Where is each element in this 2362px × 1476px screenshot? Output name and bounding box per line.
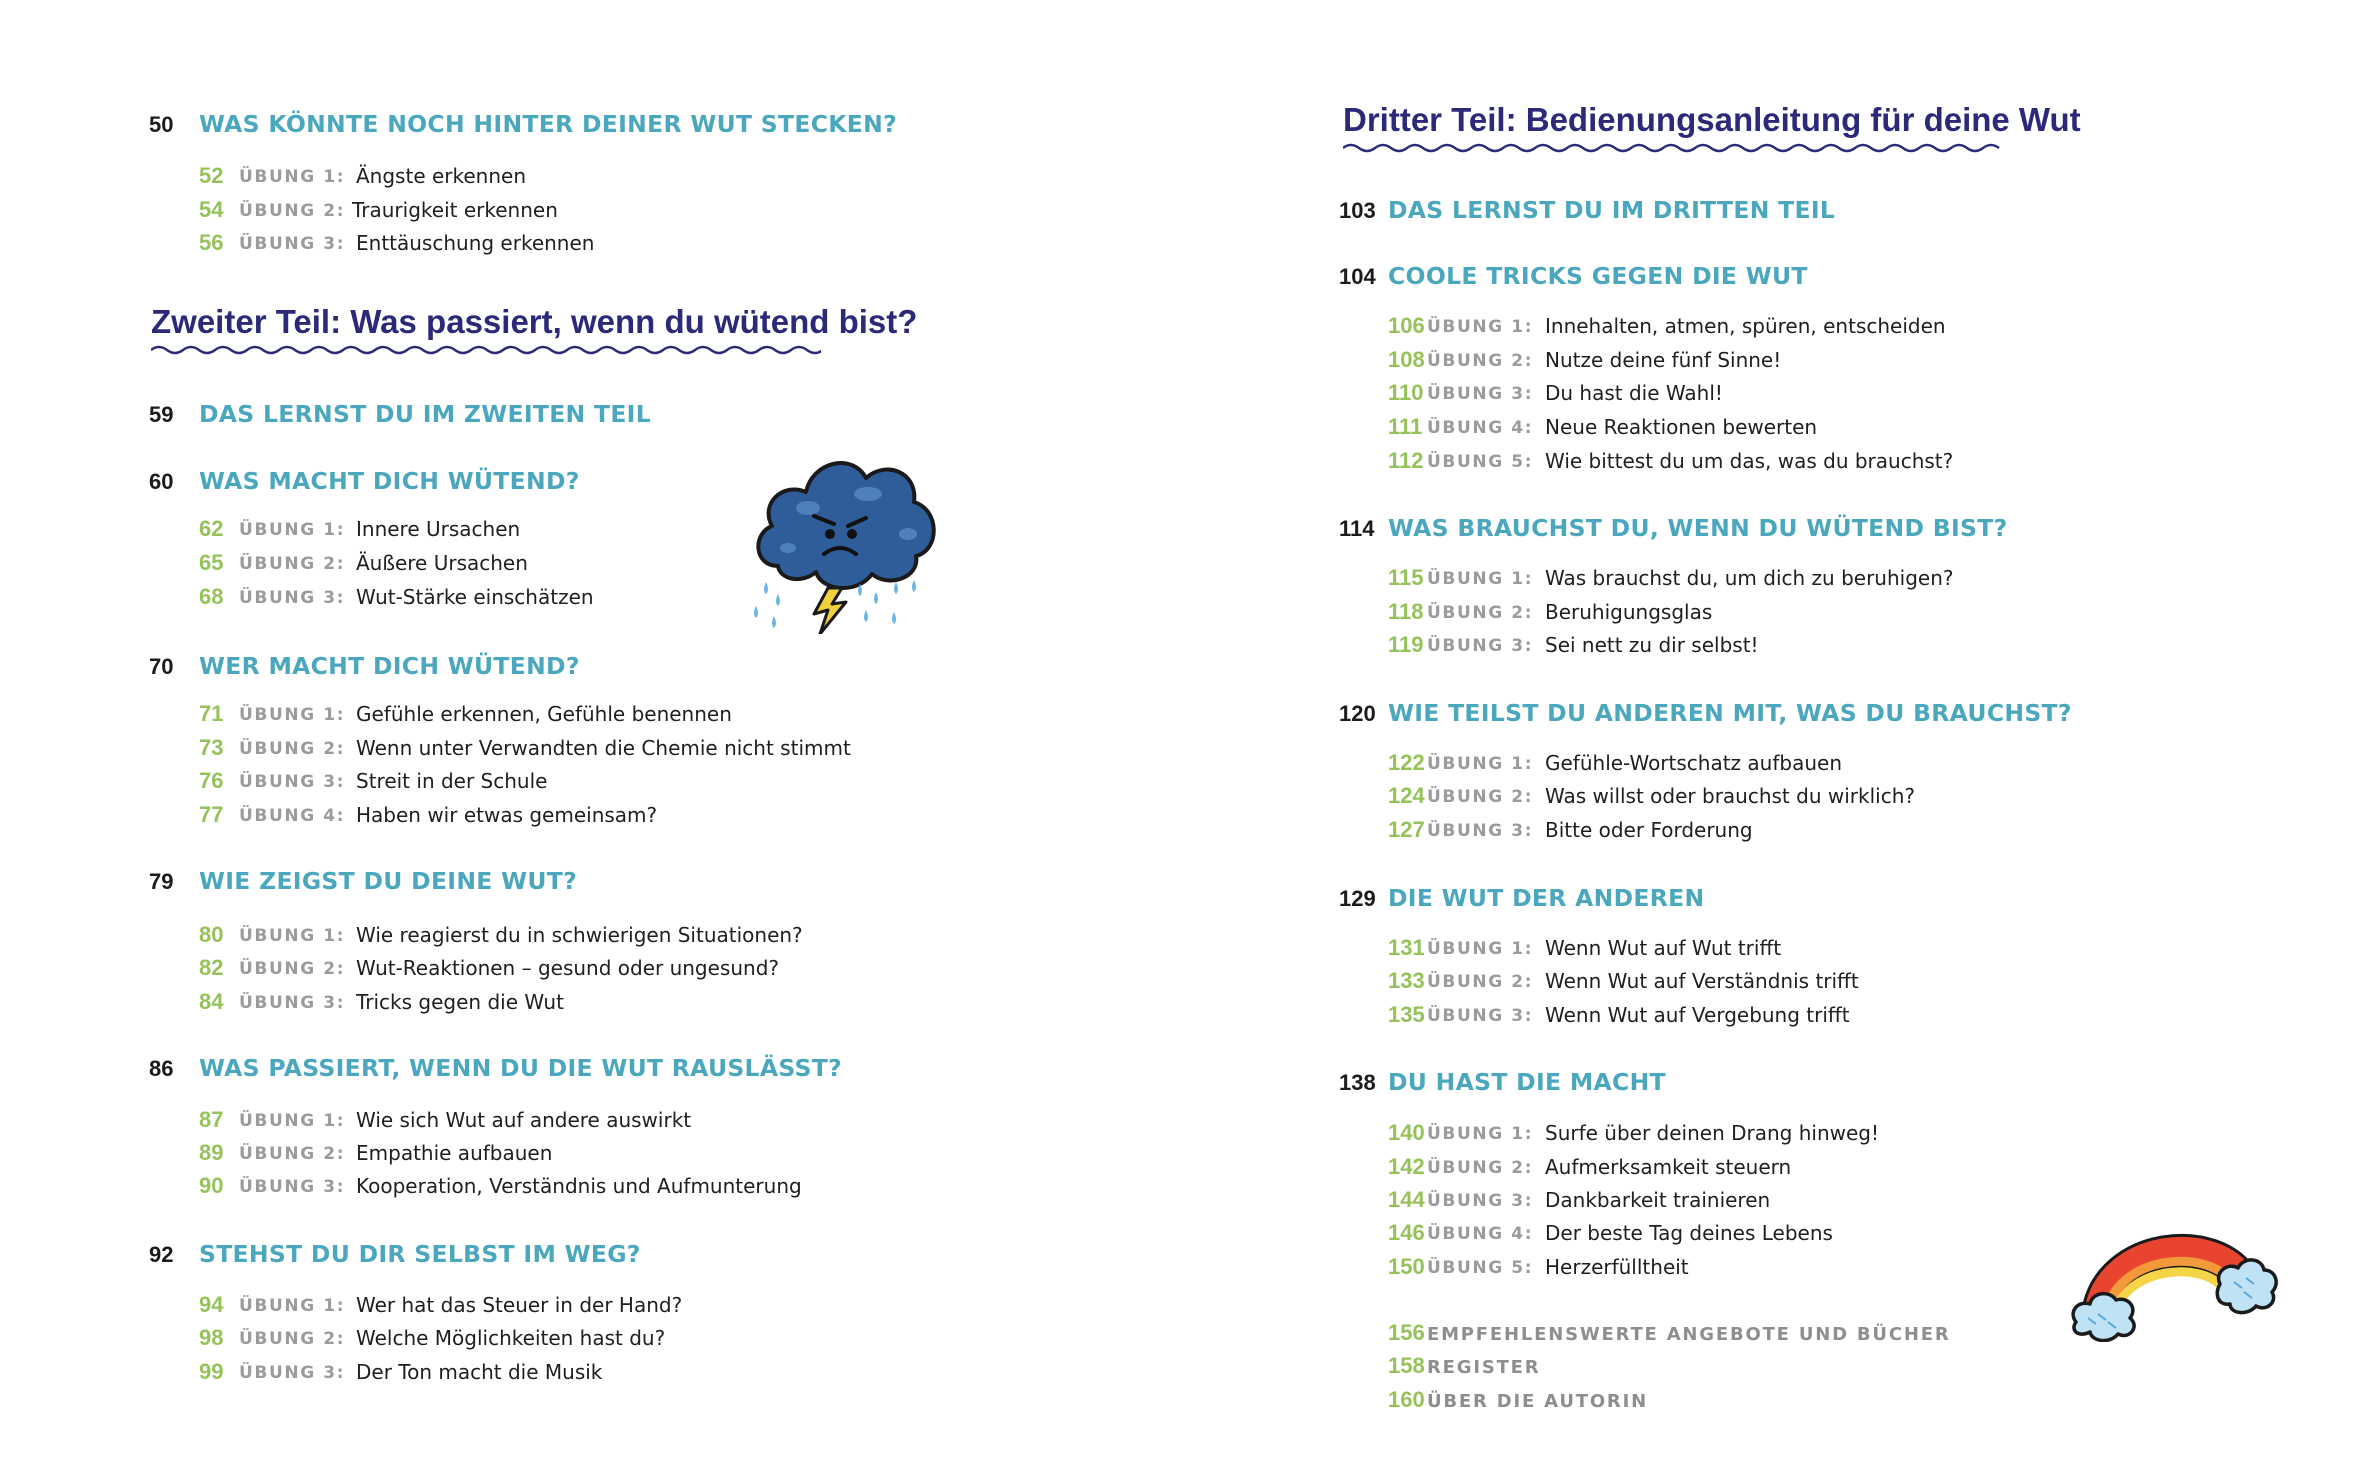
exercise-page: 131 bbox=[1388, 935, 1425, 960]
exercise-page: 65 bbox=[199, 550, 224, 575]
wavy-underline bbox=[151, 343, 821, 357]
exercise-page: 98 bbox=[199, 1325, 224, 1350]
end-matter-label: ÜBER DIE AUTORIN bbox=[1427, 1391, 1648, 1412]
section-number: 70 bbox=[149, 654, 174, 679]
exercise-title: Streit in der Schule bbox=[356, 769, 548, 793]
exercise-label: ÜBUNG 2: bbox=[239, 201, 346, 221]
section-number: 59 bbox=[149, 402, 174, 427]
exercise-title: Gefühle-Wortschatz aufbauen bbox=[1545, 751, 1842, 775]
exercise-page: 68 bbox=[199, 584, 224, 609]
section-title: WAS PASSIERT, WENN DU DIE WUT RAUSLÄSST? bbox=[199, 1054, 842, 1082]
exercise-label: ÜBUNG 3: bbox=[1427, 821, 1534, 841]
exercise-page: 52 bbox=[199, 163, 224, 188]
exercise-page: 140 bbox=[1388, 1120, 1425, 1145]
section-number: 79 bbox=[149, 869, 174, 894]
exercise-title: Enttäuschung erkennen bbox=[356, 231, 595, 255]
angry-cloud-illustration bbox=[748, 438, 944, 634]
exercise-label: ÜBUNG 2: bbox=[1427, 1158, 1534, 1178]
exercise-page: 62 bbox=[199, 516, 224, 541]
exercise-page: 127 bbox=[1388, 817, 1425, 842]
exercise-title: Neue Reaktionen bewerten bbox=[1545, 415, 1818, 439]
section-title: DAS LERNST DU IM DRITTEN TEIL bbox=[1388, 196, 1836, 224]
exercise-label: ÜBUNG 2: bbox=[239, 739, 346, 759]
exercise-title: Äußere Ursachen bbox=[356, 551, 528, 575]
exercise-label: ÜBUNG 1: bbox=[1427, 1124, 1534, 1144]
section-title: WAS BRAUCHST DU, WENN DU WÜTEND BIST? bbox=[1388, 514, 2008, 542]
exercise-title: Surfe über deinen Drang hinweg! bbox=[1545, 1121, 1880, 1145]
section-number: 104 bbox=[1339, 264, 1376, 289]
exercise-title: Wie bittest du um das, was du brauchst? bbox=[1545, 449, 1954, 473]
exercise-page: 90 bbox=[199, 1173, 224, 1198]
wavy-underline bbox=[1343, 141, 2007, 155]
exercise-label: ÜBUNG 3: bbox=[239, 772, 346, 792]
exercise-label: ÜBUNG 1: bbox=[239, 167, 346, 187]
exercise-label: ÜBUNG 2: bbox=[1427, 603, 1534, 623]
exercise-title: Herzerfülltheit bbox=[1545, 1255, 1689, 1279]
exercise-page: 108 bbox=[1388, 347, 1425, 372]
exercise-page: 118 bbox=[1388, 599, 1424, 624]
exercise-title: Wenn Wut auf Wut trifft bbox=[1545, 936, 1782, 960]
exercise-page: 82 bbox=[199, 955, 224, 980]
exercise-title: Wut-Stärke einschätzen bbox=[356, 585, 594, 609]
exercise-page: 77 bbox=[199, 802, 224, 827]
exercise-page: 133 bbox=[1388, 968, 1425, 993]
section-title: DAS LERNST DU IM ZWEITEN TEIL bbox=[199, 400, 651, 428]
exercise-title: Kooperation, Verständnis und Aufmunterung bbox=[356, 1174, 802, 1198]
end-matter-page: 158 bbox=[1388, 1353, 1425, 1378]
section-number: 120 bbox=[1339, 701, 1376, 726]
exercise-title: Traurigkeit erkennen bbox=[352, 198, 558, 222]
exercise-title: Sei nett zu dir selbst! bbox=[1545, 633, 1759, 657]
exercise-label: ÜBUNG 2: bbox=[239, 959, 346, 979]
exercise-page: 94 bbox=[199, 1292, 224, 1317]
exercise-page: 76 bbox=[199, 768, 224, 793]
exercise-title: Der Ton macht die Musik bbox=[356, 1360, 603, 1384]
exercise-page: 89 bbox=[199, 1140, 224, 1165]
exercise-title: Aufmerksamkeit steuern bbox=[1545, 1155, 1792, 1179]
exercise-label: ÜBUNG 3: bbox=[239, 1363, 346, 1383]
exercise-page: 73 bbox=[199, 735, 224, 760]
exercise-page: 110 bbox=[1388, 380, 1424, 405]
exercise-label: ÜBUNG 1: bbox=[239, 520, 346, 540]
exercise-label: ÜBUNG 1: bbox=[1427, 754, 1534, 774]
end-matter-page: 160 bbox=[1388, 1387, 1425, 1412]
exercise-label: ÜBUNG 1: bbox=[239, 1296, 346, 1316]
exercise-page: 144 bbox=[1388, 1187, 1425, 1212]
exercise-label: ÜBUNG 2: bbox=[239, 554, 346, 574]
exercise-label: ÜBUNG 2: bbox=[239, 1144, 346, 1164]
exercise-page: 142 bbox=[1388, 1154, 1425, 1179]
exercise-title: Bitte oder Forderung bbox=[1545, 818, 1753, 842]
exercise-label: ÜBUNG 5: bbox=[1427, 452, 1534, 472]
exercise-title: Gefühle erkennen, Gefühle benennen bbox=[356, 702, 732, 726]
exercise-label: ÜBUNG 1: bbox=[239, 705, 346, 725]
exercise-title: Wie reagierst du in schwierigen Situationen? bbox=[356, 923, 803, 947]
exercise-page: 119 bbox=[1388, 632, 1424, 657]
exercise-label: ÜBUNG 4: bbox=[1427, 1224, 1534, 1244]
exercise-page: 84 bbox=[199, 989, 224, 1014]
section-number: 138 bbox=[1339, 1070, 1376, 1095]
exercise-title: Wer hat das Steuer in der Hand? bbox=[356, 1293, 683, 1317]
part-title: Dritter Teil: Bedienungsanleitung für deine Wut bbox=[1343, 101, 2081, 138]
exercise-page: 99 bbox=[199, 1359, 224, 1384]
part-title: Zweiter Teil: Was passiert, wenn du wütend bist? bbox=[151, 303, 918, 340]
exercise-title: Wenn Wut auf Verständnis trifft bbox=[1545, 969, 1859, 993]
exercise-title: Wenn Wut auf Vergebung trifft bbox=[1545, 1003, 1850, 1027]
section-number: 60 bbox=[149, 469, 174, 494]
section-number: 129 bbox=[1339, 886, 1376, 911]
exercise-page: 80 bbox=[199, 922, 224, 947]
exercise-title: Ängste erkennen bbox=[356, 164, 527, 188]
exercise-title: Dankbarkeit trainieren bbox=[1545, 1188, 1771, 1212]
exercise-title: Beruhigungsglas bbox=[1545, 600, 1713, 624]
section-title: WAS KÖNNTE NOCH HINTER DEINER WUT STECKEN? bbox=[199, 110, 898, 138]
exercise-title: Der beste Tag deines Lebens bbox=[1545, 1221, 1833, 1245]
exercise-title: Innehalten, atmen, spüren, entscheiden bbox=[1545, 314, 1946, 338]
exercise-title: Wut-Reaktionen – gesund oder ungesund? bbox=[356, 956, 780, 980]
section-number: 92 bbox=[149, 1242, 174, 1267]
exercise-page: 146 bbox=[1388, 1220, 1425, 1245]
section-title: WAS MACHT DICH WÜTEND? bbox=[199, 467, 580, 495]
exercise-label: ÜBUNG 5: bbox=[1427, 1258, 1534, 1278]
exercise-label: ÜBUNG 4: bbox=[239, 806, 346, 826]
exercise-label: ÜBUNG 2: bbox=[1427, 972, 1534, 992]
section-title: WER MACHT DICH WÜTEND? bbox=[199, 652, 580, 680]
exercise-title: Welche Möglichkeiten hast du? bbox=[356, 1326, 666, 1350]
section-title: DIE WUT DER ANDEREN bbox=[1388, 884, 1705, 912]
exercise-page: 106 bbox=[1388, 313, 1425, 338]
exercise-label: ÜBUNG 3: bbox=[1427, 384, 1534, 404]
end-matter-label: REGISTER bbox=[1427, 1357, 1541, 1378]
exercise-label: ÜBUNG 2: bbox=[239, 1329, 346, 1349]
exercise-page: 56 bbox=[199, 230, 224, 255]
exercise-label: ÜBUNG 3: bbox=[1427, 1191, 1534, 1211]
exercise-label: ÜBUNG 2: bbox=[1427, 787, 1534, 807]
exercise-label: ÜBUNG 1: bbox=[239, 926, 346, 946]
section-number: 86 bbox=[149, 1056, 174, 1081]
exercise-title: Du hast die Wahl! bbox=[1545, 381, 1723, 405]
end-matter-label: EMPFEHLENSWERTE ANGEBOTE UND BÜCHER bbox=[1427, 1324, 1951, 1345]
exercise-page: 112 bbox=[1388, 448, 1424, 473]
exercise-title: Was brauchst du, um dich zu beruhigen? bbox=[1545, 566, 1954, 590]
exercise-title: Tricks gegen die Wut bbox=[356, 990, 564, 1014]
exercise-label: ÜBUNG 3: bbox=[239, 588, 346, 608]
exercise-title: Innere Ursachen bbox=[356, 517, 521, 541]
section-number: 103 bbox=[1339, 198, 1376, 223]
exercise-title: Empathie aufbauen bbox=[356, 1141, 553, 1165]
exercise-page: 71 bbox=[199, 701, 224, 726]
exercise-label: ÜBUNG 3: bbox=[1427, 1006, 1534, 1026]
exercise-page: 87 bbox=[199, 1107, 224, 1132]
exercise-label: ÜBUNG 2: bbox=[1427, 351, 1534, 371]
exercise-title: Haben wir etwas gemeinsam? bbox=[356, 803, 658, 827]
section-title: STEHST DU DIR SELBST IM WEG? bbox=[199, 1240, 641, 1268]
exercise-label: ÜBUNG 1: bbox=[1427, 317, 1534, 337]
exercise-label: ÜBUNG 4: bbox=[1427, 418, 1534, 438]
section-title: DU HAST DIE MACHT bbox=[1388, 1068, 1666, 1096]
section-title: COOLE TRICKS GEGEN DIE WUT bbox=[1388, 262, 1808, 290]
exercise-page: 115 bbox=[1388, 565, 1424, 590]
exercise-title: Nutze deine fünf Sinne! bbox=[1545, 348, 1782, 372]
exercise-page: 135 bbox=[1388, 1002, 1425, 1027]
exercise-label: ÜBUNG 3: bbox=[239, 993, 346, 1013]
exercise-title: Wenn unter Verwandten die Chemie nicht stimmt bbox=[356, 736, 851, 760]
exercise-title: Was willst oder brauchst du wirklich? bbox=[1545, 784, 1915, 808]
end-matter-page: 156 bbox=[1388, 1320, 1425, 1345]
section-title: WIE ZEIGST DU DEINE WUT? bbox=[199, 867, 578, 895]
exercise-label: ÜBUNG 3: bbox=[1427, 636, 1534, 656]
exercise-title: Wie sich Wut auf andere auswirkt bbox=[356, 1108, 692, 1132]
exercise-page: 111 bbox=[1388, 414, 1423, 439]
exercise-label: ÜBUNG 3: bbox=[239, 1177, 346, 1197]
exercise-page: 124 bbox=[1388, 783, 1425, 808]
section-number: 114 bbox=[1339, 516, 1375, 541]
section-title: WIE TEILST DU ANDEREN MIT, WAS DU BRAUCHST? bbox=[1388, 699, 2072, 727]
exercise-page: 122 bbox=[1388, 750, 1425, 775]
exercise-label: ÜBUNG 3: bbox=[239, 234, 346, 254]
rainbow-illustration bbox=[2068, 1222, 2278, 1342]
exercise-label: ÜBUNG 1: bbox=[239, 1111, 346, 1131]
exercise-label: ÜBUNG 1: bbox=[1427, 939, 1534, 959]
exercise-page: 54 bbox=[199, 197, 224, 222]
section-number: 50 bbox=[149, 112, 174, 137]
exercise-label: ÜBUNG 1: bbox=[1427, 569, 1534, 589]
exercise-page: 150 bbox=[1388, 1254, 1425, 1279]
